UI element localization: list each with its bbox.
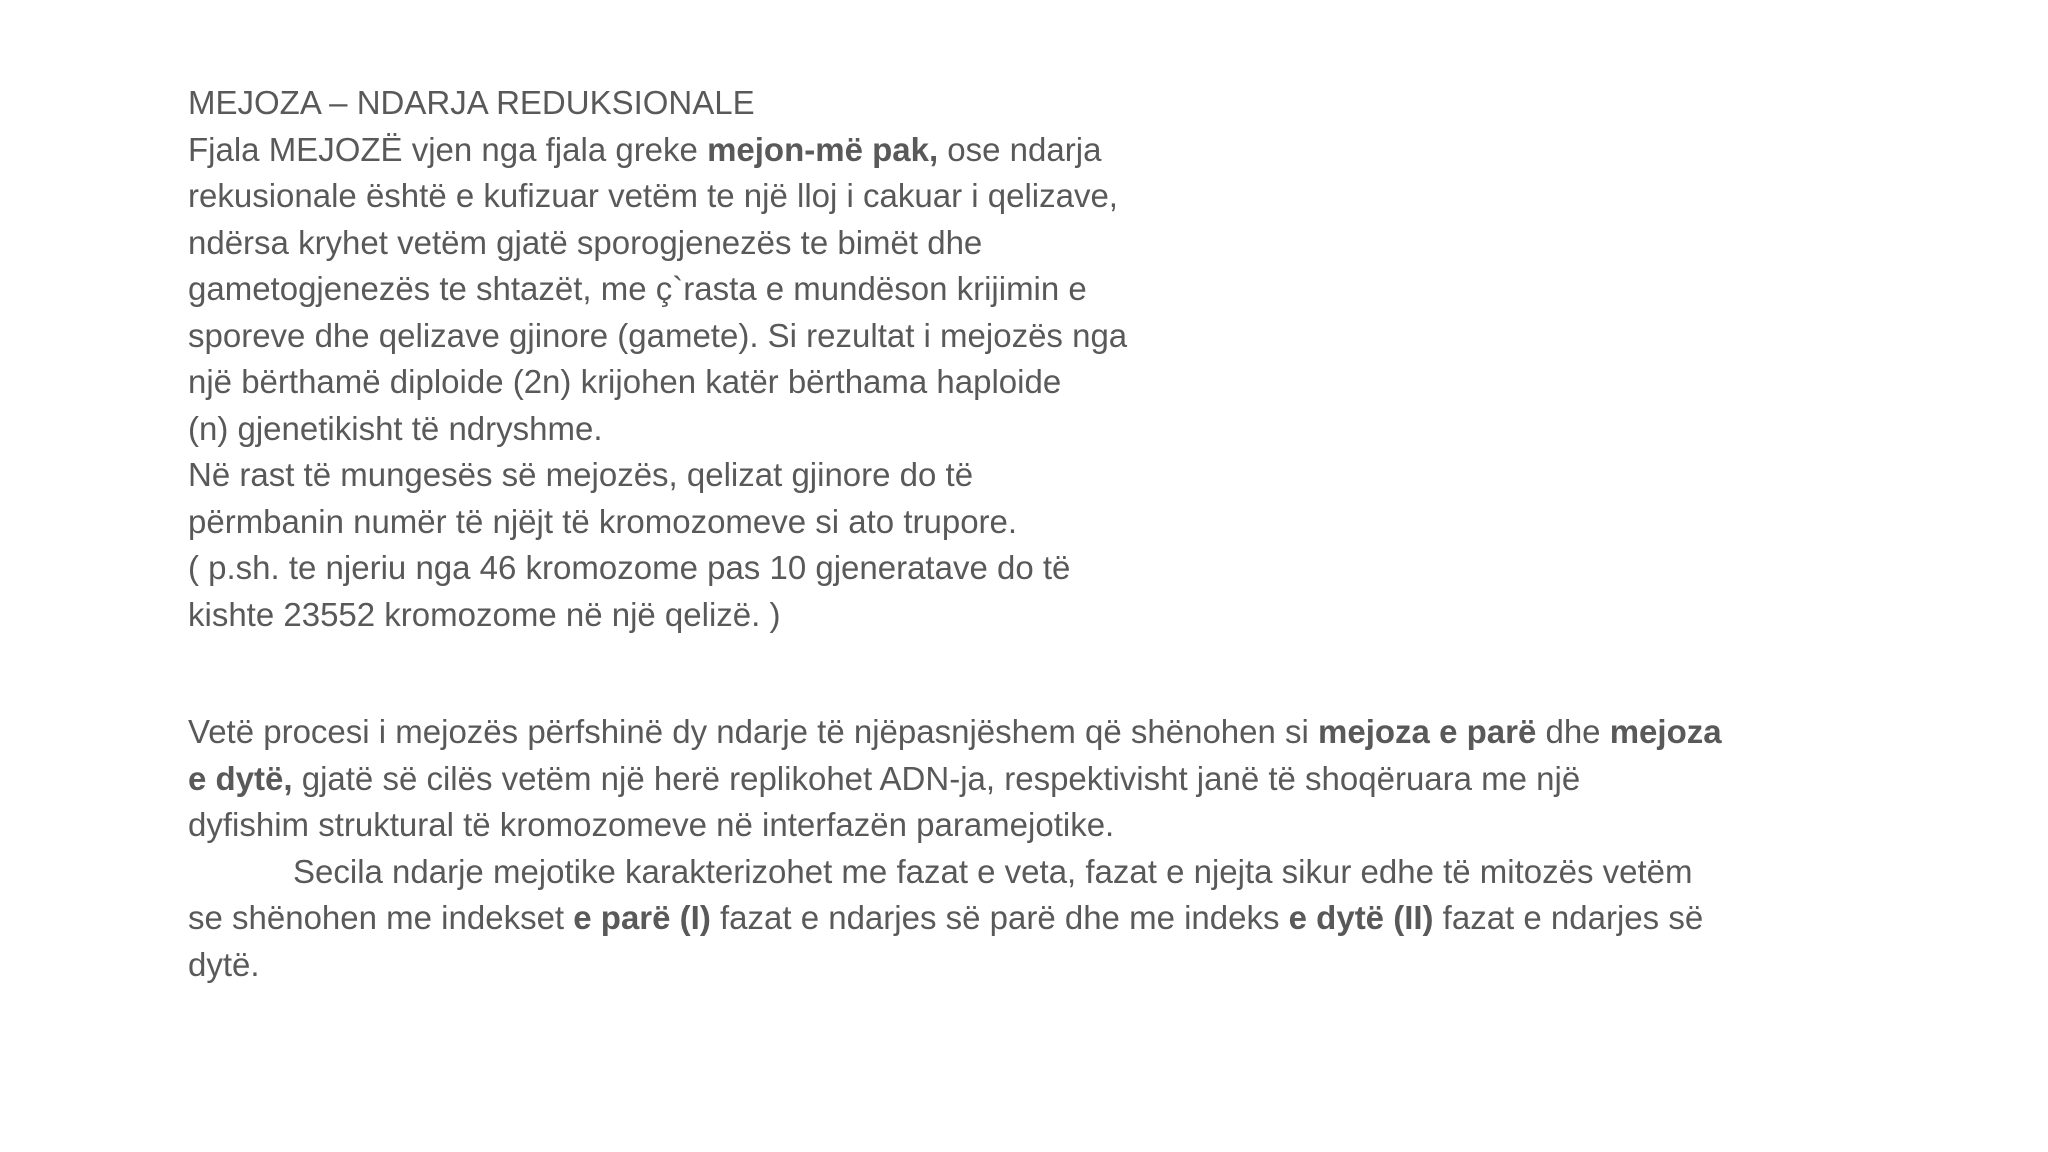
text-run: Vetë procesi i mejozës përfshinë dy ndarje të njëpasnjëshem që shënohen si <box>188 713 1319 750</box>
text-run: Fjala MEJOZË vjen nga fjala greke <box>188 130 708 168</box>
paragraph-1-line-3: ndërsa kryhet vetëm gjatë sporogjenezës te bimët dhe <box>188 223 983 261</box>
bold-text: mejoza <box>1609 713 1722 750</box>
paragraph-1-line-6: një bërthamë diploide (2n) krijohen katër bërthama haploide <box>188 363 1062 400</box>
text-run: fazat e ndarjes së <box>1433 899 1704 936</box>
text-run: ose ndarja <box>938 130 1102 168</box>
paragraph-3-line-1 <box>188 709 1828 756</box>
bold-text: e parë (I) <box>573 899 711 936</box>
paragraph-1-line-7: (n) gjenetikisht të ndryshme. <box>188 409 603 447</box>
paragraph-2-line-4: kishte 23552 kromozome në një qelizë. ) <box>188 595 781 633</box>
slide-title: MEJOZA – NDARJA REDUKSIONALE <box>188 84 755 121</box>
text-run: fazat e ndarjes së parë dhe me indeks <box>710 899 1289 936</box>
text-run: gjatë së cilës vetëm një herë replikohet ADN-ja, respektivisht janë të shoqëruara me një <box>292 759 1581 797</box>
bold-text: mejoza e parë <box>1318 713 1537 750</box>
text-block-upper <box>188 80 1208 638</box>
paragraph-4-line-2 <box>188 895 1828 942</box>
text-run: se shënohen me indekset <box>188 899 574 936</box>
text-run: dhe <box>1536 713 1610 750</box>
bold-text: e dytë, <box>188 759 293 797</box>
bold-text: e dytë (II) <box>1288 899 1434 936</box>
bold-text: mejon-më pak, <box>707 130 939 168</box>
paragraph-1-line-1 <box>188 127 1208 174</box>
paragraph-1-line-5: sporeve dhe qelizave gjinore (gamete). Si rezultat i mejozës nga <box>188 316 1128 354</box>
paragraph-2-line-2: përmbanin numër të njëjt të kromozomeve si ato trupore. <box>188 502 1018 540</box>
paragraph-4-line-1: Secila ndarje mejotike karakterizohet me fazat e veta, fazat e njejta sikur edhe të mitozës vetëm <box>293 852 1693 890</box>
paragraph-4-line-3: dytë. <box>188 945 260 983</box>
paragraph-2-line-1: Në rast të mungesës së mejozës, qelizat gjinore do të <box>188 456 974 493</box>
paragraph-1-line-4: gametogjenezës te shtazët, me ç`rasta e mundëson krijimin e <box>188 270 1087 307</box>
paragraph-1-line-2: rekusionale është e kufizuar vetëm te një lloj i cakuar i qelizave, <box>188 177 1118 214</box>
text-block-lower <box>188 709 1828 988</box>
paragraph-3-line-2 <box>188 756 1828 803</box>
paragraph-2-line-3: ( p.sh. te njeriu nga 46 kromozome pas 10 gjeneratave do të <box>188 549 1071 586</box>
paragraph-3-line-3: dyfishim struktural të kromozomeve në interfazën paramejotike. <box>188 806 1115 843</box>
